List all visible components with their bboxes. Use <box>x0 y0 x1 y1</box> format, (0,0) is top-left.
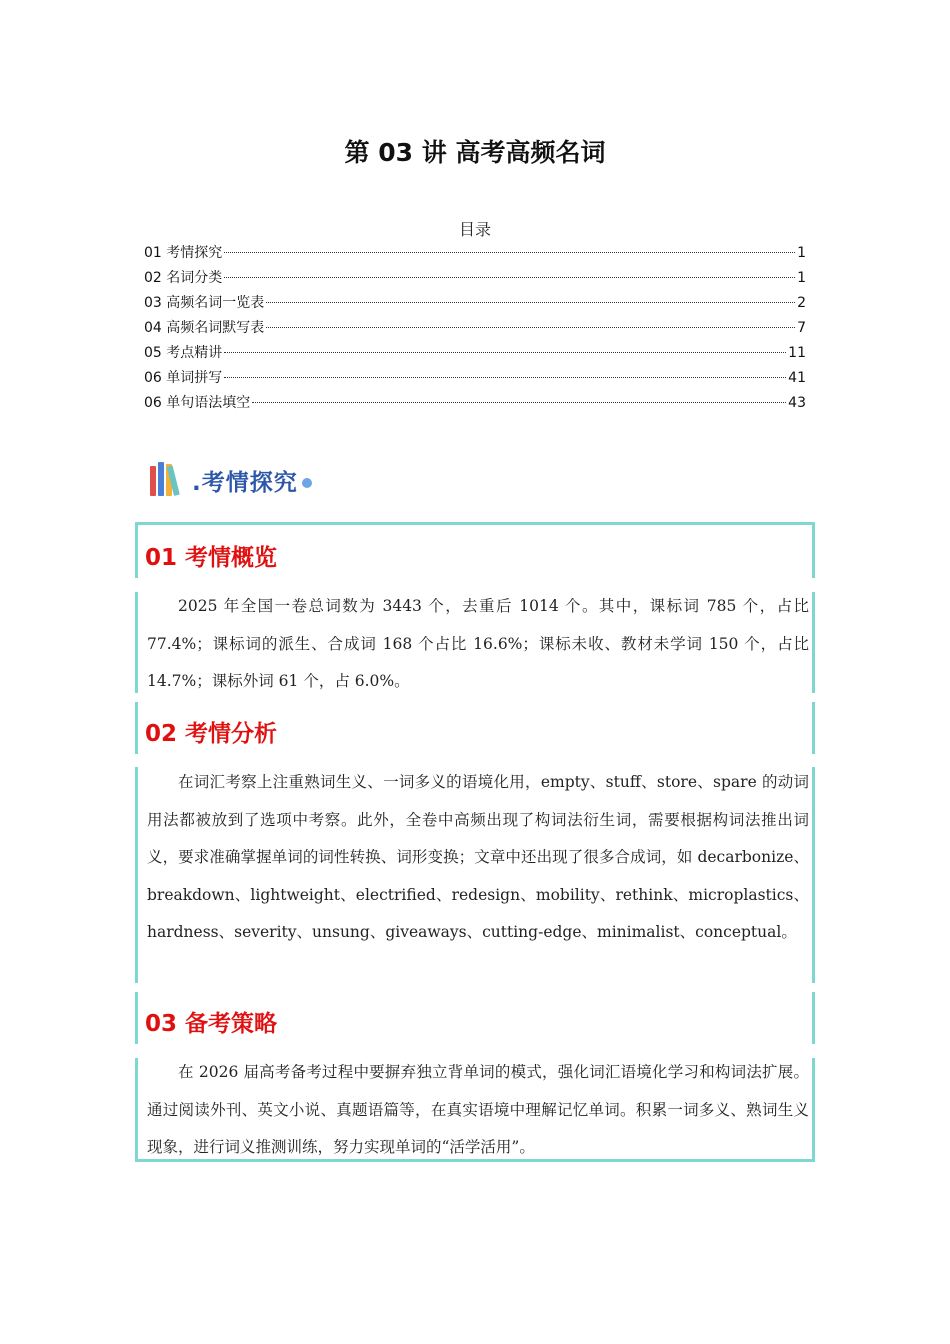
section-body-02 <box>135 767 815 983</box>
toc-item-label: 02 名词分类 <box>144 270 223 286</box>
section-body-01 <box>135 592 815 693</box>
toc-item-page: 41 <box>788 370 806 386</box>
toc-item[interactable] <box>144 366 806 391</box>
section-header-01 <box>135 522 815 578</box>
toc-item-page: 1 <box>797 270 806 286</box>
toc-item-page: 1 <box>797 245 806 261</box>
toc-item-page: 43 <box>788 395 806 411</box>
toc-item-page: 7 <box>797 320 806 336</box>
dot-icon <box>302 478 312 488</box>
toc-item-page: 2 <box>797 295 806 311</box>
toc-heading: 目录 <box>458 220 491 239</box>
toc-item-label: 06 单词拼写 <box>144 370 223 386</box>
toc-item[interactable] <box>144 316 806 341</box>
toc-item-page: 11 <box>788 345 806 361</box>
page-title: 第 03 讲 高考高频名词 <box>344 138 606 167</box>
section-paragraph: 在 2026 届高考备考过程中要摒弃独立背单词的模式，强化词汇语境化学习和构词法扩展。通过阅读外刊、英文小说、真题语篇等，在真实语境中理解记忆单词。积累一词多义、熟词生义现象，进行词义推测训练，努力实现单词的“活学活用”。 <box>147 1063 809 1156</box>
toc-leader <box>252 402 786 403</box>
toc-leader <box>224 277 795 278</box>
toc-item[interactable] <box>144 341 806 366</box>
toc-item-label: 06 单句语法填空 <box>144 395 251 411</box>
table-of-contents <box>144 241 806 416</box>
toc-leader <box>224 377 786 378</box>
toc-leader <box>224 252 795 253</box>
toc-item[interactable] <box>144 391 806 416</box>
toc-item[interactable] <box>144 291 806 316</box>
section-title: 03 备考策略 <box>145 1011 278 1037</box>
section-paragraph: 在词汇考察上注重熟词生义、一词多义的语境化用，empty、stuff、store、spare 的动词用法都被放到了选项中考察。此外，全卷中高频出现了构词法衍生词，需要根据构词法推出词义，要求准确掌握单词的词性转换、词形变换；文章中还出现了很多合成词，如 decarbonize、breakdown、lightweight、electrified、redesign、mobility、rethink、microplastics、hardness、severity、unsung、giveaways、cutting-edge、minimalist、conceptual。 <box>147 773 809 941</box>
section-banner <box>150 460 312 500</box>
section-header-02 <box>135 702 815 754</box>
section-body-03 <box>135 1058 815 1162</box>
toc-item-label: 05 考点精讲 <box>144 345 223 361</box>
toc-item[interactable] <box>144 266 806 291</box>
section-title: 02 考情分析 <box>145 721 278 747</box>
toc-leader <box>266 327 795 328</box>
toc-item-label: 03 高频名词一览表 <box>144 295 265 311</box>
section-title: 01 考情概览 <box>145 545 278 571</box>
toc-item-label: 01 考情探究 <box>144 245 223 261</box>
section-header-03 <box>135 992 815 1044</box>
toc-item-label: 04 高频名词默写表 <box>144 320 265 336</box>
banner-title: .考情探究 <box>192 469 298 496</box>
books-icon <box>150 462 188 498</box>
section-paragraph: 2025 年全国一卷总词数为 3443 个，去重后 1014 个。其中，课标词 785 个，占比 77.4%；课标词的派生、合成词 168 个占比 16.6%；课标未收、教材未学词 150 个，占比 14.7%；课标外词 61 个，占 6.0%。 <box>147 597 809 690</box>
toc-item[interactable] <box>144 241 806 266</box>
toc-leader <box>266 302 795 303</box>
toc-leader <box>224 352 786 353</box>
